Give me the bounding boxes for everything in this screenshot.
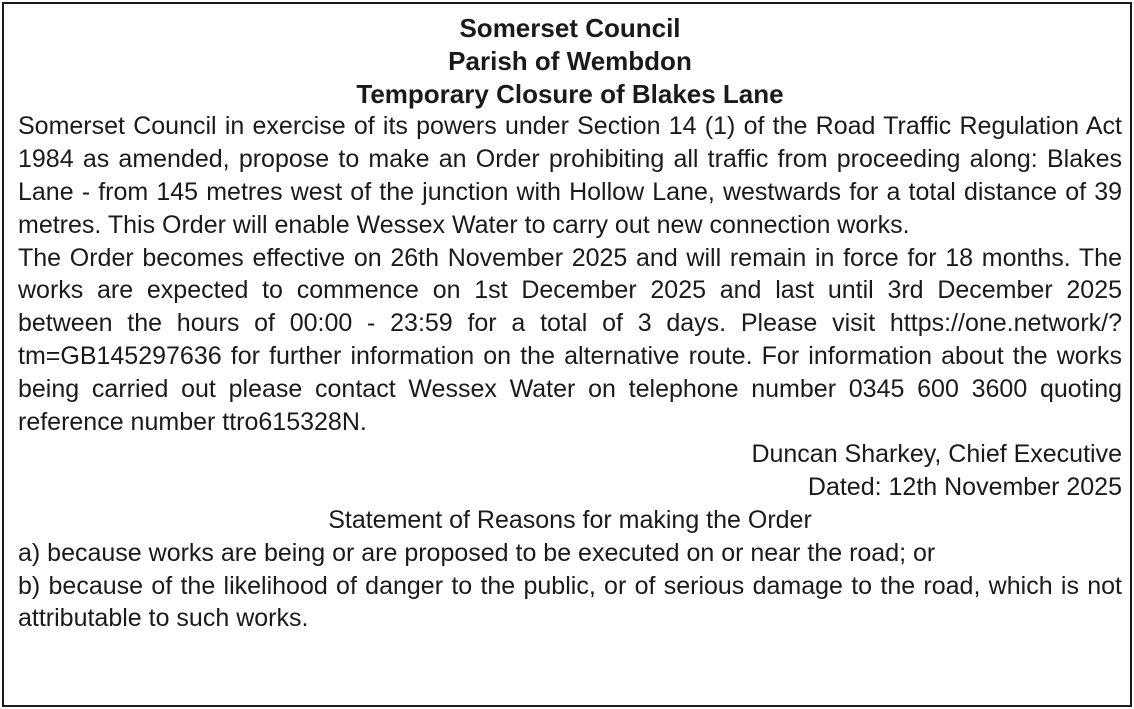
- public-notice: [2, 2, 1132, 707]
- reasons-heading: Statement of Reasons for making the Order: [328, 505, 812, 534]
- reason-item-b: b) because of the likelihood of danger to the public, or of serious damage to the road, which is not attributable to such works.: [18, 571, 1122, 633]
- reason-item-a: a) because works are being or are proposed to be executed on or near the road; or: [18, 538, 936, 567]
- council-name: Somerset Council: [459, 13, 681, 43]
- notice-content: [18, 12, 1122, 635]
- notice-title: Temporary Closure of Blakes Lane: [356, 78, 784, 109]
- parish-name: Parish of Wembdon: [448, 45, 692, 76]
- order-details-paragraph: The Order becomes effective on 26th November 2025 and will remain in force for 18 months. The works are expected to commence on 1st December 2025 and last until 3rd December 2025 between the hours of 00:00 - 23:59 for a total of 3 days. Please visit https://one.network/?tm=GB145297636 for further information on the alternative route. For information about the works being carried out please contact Wessex Water on telephone number 0345 600 3600 quoting reference number ttro615328N.: [18, 243, 1122, 436]
- signatory-name: Duncan Sharkey, Chief Executive: [751, 440, 1122, 469]
- order-description-paragraph: Somerset Council in exercise of its powers under Section 14 (1) of the Road Traffic Regulation Act 1984 as amended, propose to make an Order prohibiting all traffic from proceeding along: Blakes Lane - from 145 metres west of the junction with Hollow Lane, westwards for a total distance of 39 metres. This Order will enable Wessex Water to carry out new connection works.: [18, 112, 1122, 239]
- notice-date: Dated: 12th November 2025: [807, 473, 1122, 502]
